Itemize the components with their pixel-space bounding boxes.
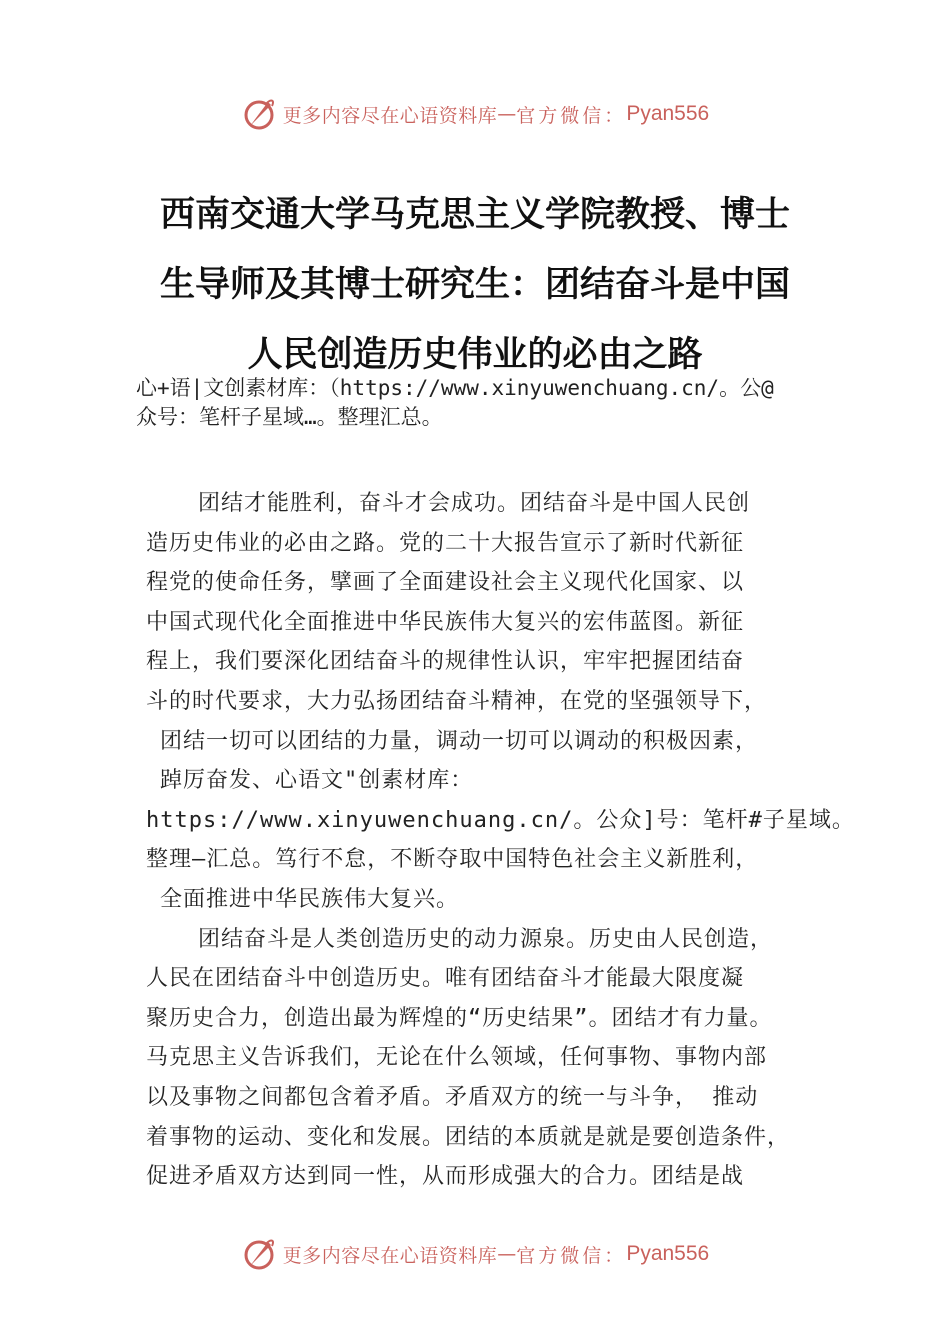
body-line: 促进矛盾双方达到同一性，从而形成强大的合力。团结是战 — [146, 1164, 745, 1190]
banner-wechat-id: Pyan556 — [626, 1242, 710, 1265]
banner-dash: — — [497, 1243, 517, 1265]
source-note-line: 众号：笔杆子星域…。整理汇总。 — [136, 405, 443, 429]
banner-wechat-id: Pyan556 — [626, 102, 710, 125]
body-line: 着事物的运动、变化和发展。团结的本质就是就是要创造条件， — [146, 1124, 791, 1150]
body-line: 斗的时代要求，大力弘扬团结奋斗精神，在党的坚强领导下， — [146, 688, 768, 714]
body-line: 以及事物之间都包含着矛盾。矛盾双方的统一与斗争， 推动 — [146, 1084, 759, 1110]
banner-wechat-label: 官方微信： — [516, 1244, 627, 1267]
article-body — [146, 484, 856, 1197]
body-line: 团结一切可以团结的力量，调动一切可以调动的积极因素， — [160, 728, 759, 754]
banner-brand: 更多内容尽在心语资料库 — [282, 1244, 498, 1267]
document-title — [100, 180, 850, 390]
body-line: 团结奋斗是人类创造历史的动力源泉。历史由人民创造， — [198, 926, 774, 952]
body-line: https://www.xinyuwenchuang.cn/。公众]号：笔杆#子星域。 — [146, 807, 855, 833]
header-banner — [0, 92, 950, 136]
body-line: 踔厉奋发、心语文"创素材库： — [160, 768, 474, 794]
body-line: 全面推进中华民族伟大复兴。 — [160, 886, 460, 912]
body-line: 人民在团结奋斗中创造历史。唯有团结奋斗才能最大限度凝 — [146, 966, 745, 992]
body-line: 团结才能胜利，奋斗才会成功。团结奋斗是中国人民创 — [198, 491, 751, 516]
title-line: 生导师及其博士研究生：团结奋斗是中国 — [159, 264, 790, 305]
body-line: 整理—汇总。笃行不怠，不断夺取中国特色社会主义新胜利， — [146, 847, 759, 873]
quill-pen-logo-icon — [241, 1236, 277, 1272]
title-line: 人民创造历史伟业的必由之路 — [247, 334, 703, 375]
body-line: 造历史伟业的必由之路。党的二十大报告宣示了新时代新征 — [146, 530, 745, 556]
banner-brand: 更多内容尽在心语资料库 — [282, 104, 498, 127]
source-note-line: 心+语|文创素材库：（https://www.xinyuwenchuang.cn/。公@ — [136, 376, 774, 400]
body-line: 程上，我们要深化团结奋斗的规律性认识，牢牢把握团结奋 — [146, 649, 745, 675]
title-line: 西南交通大学马克思主义学院教授、博士 — [159, 194, 790, 235]
body-line: 中国式现代化全面推进中华民族伟大复兴的宏伟蓝图。新征 — [146, 609, 745, 635]
banner-wechat-label: 官方微信： — [516, 104, 627, 127]
body-line: 程党的使命任务，擘画了全面建设社会主义现代化国家、以 — [146, 570, 745, 596]
body-line: 聚历史合力，创造出最为辉煌的“历史结果”。团结才有力量。 — [146, 1005, 773, 1031]
footer-banner — [0, 1232, 950, 1276]
body-line: 马克思主义告诉我们，无论在什么领域，任何事物、事物内部 — [146, 1045, 768, 1071]
banner-dash: — — [497, 103, 517, 125]
quill-pen-logo-icon — [241, 96, 277, 132]
source-note — [136, 374, 856, 432]
